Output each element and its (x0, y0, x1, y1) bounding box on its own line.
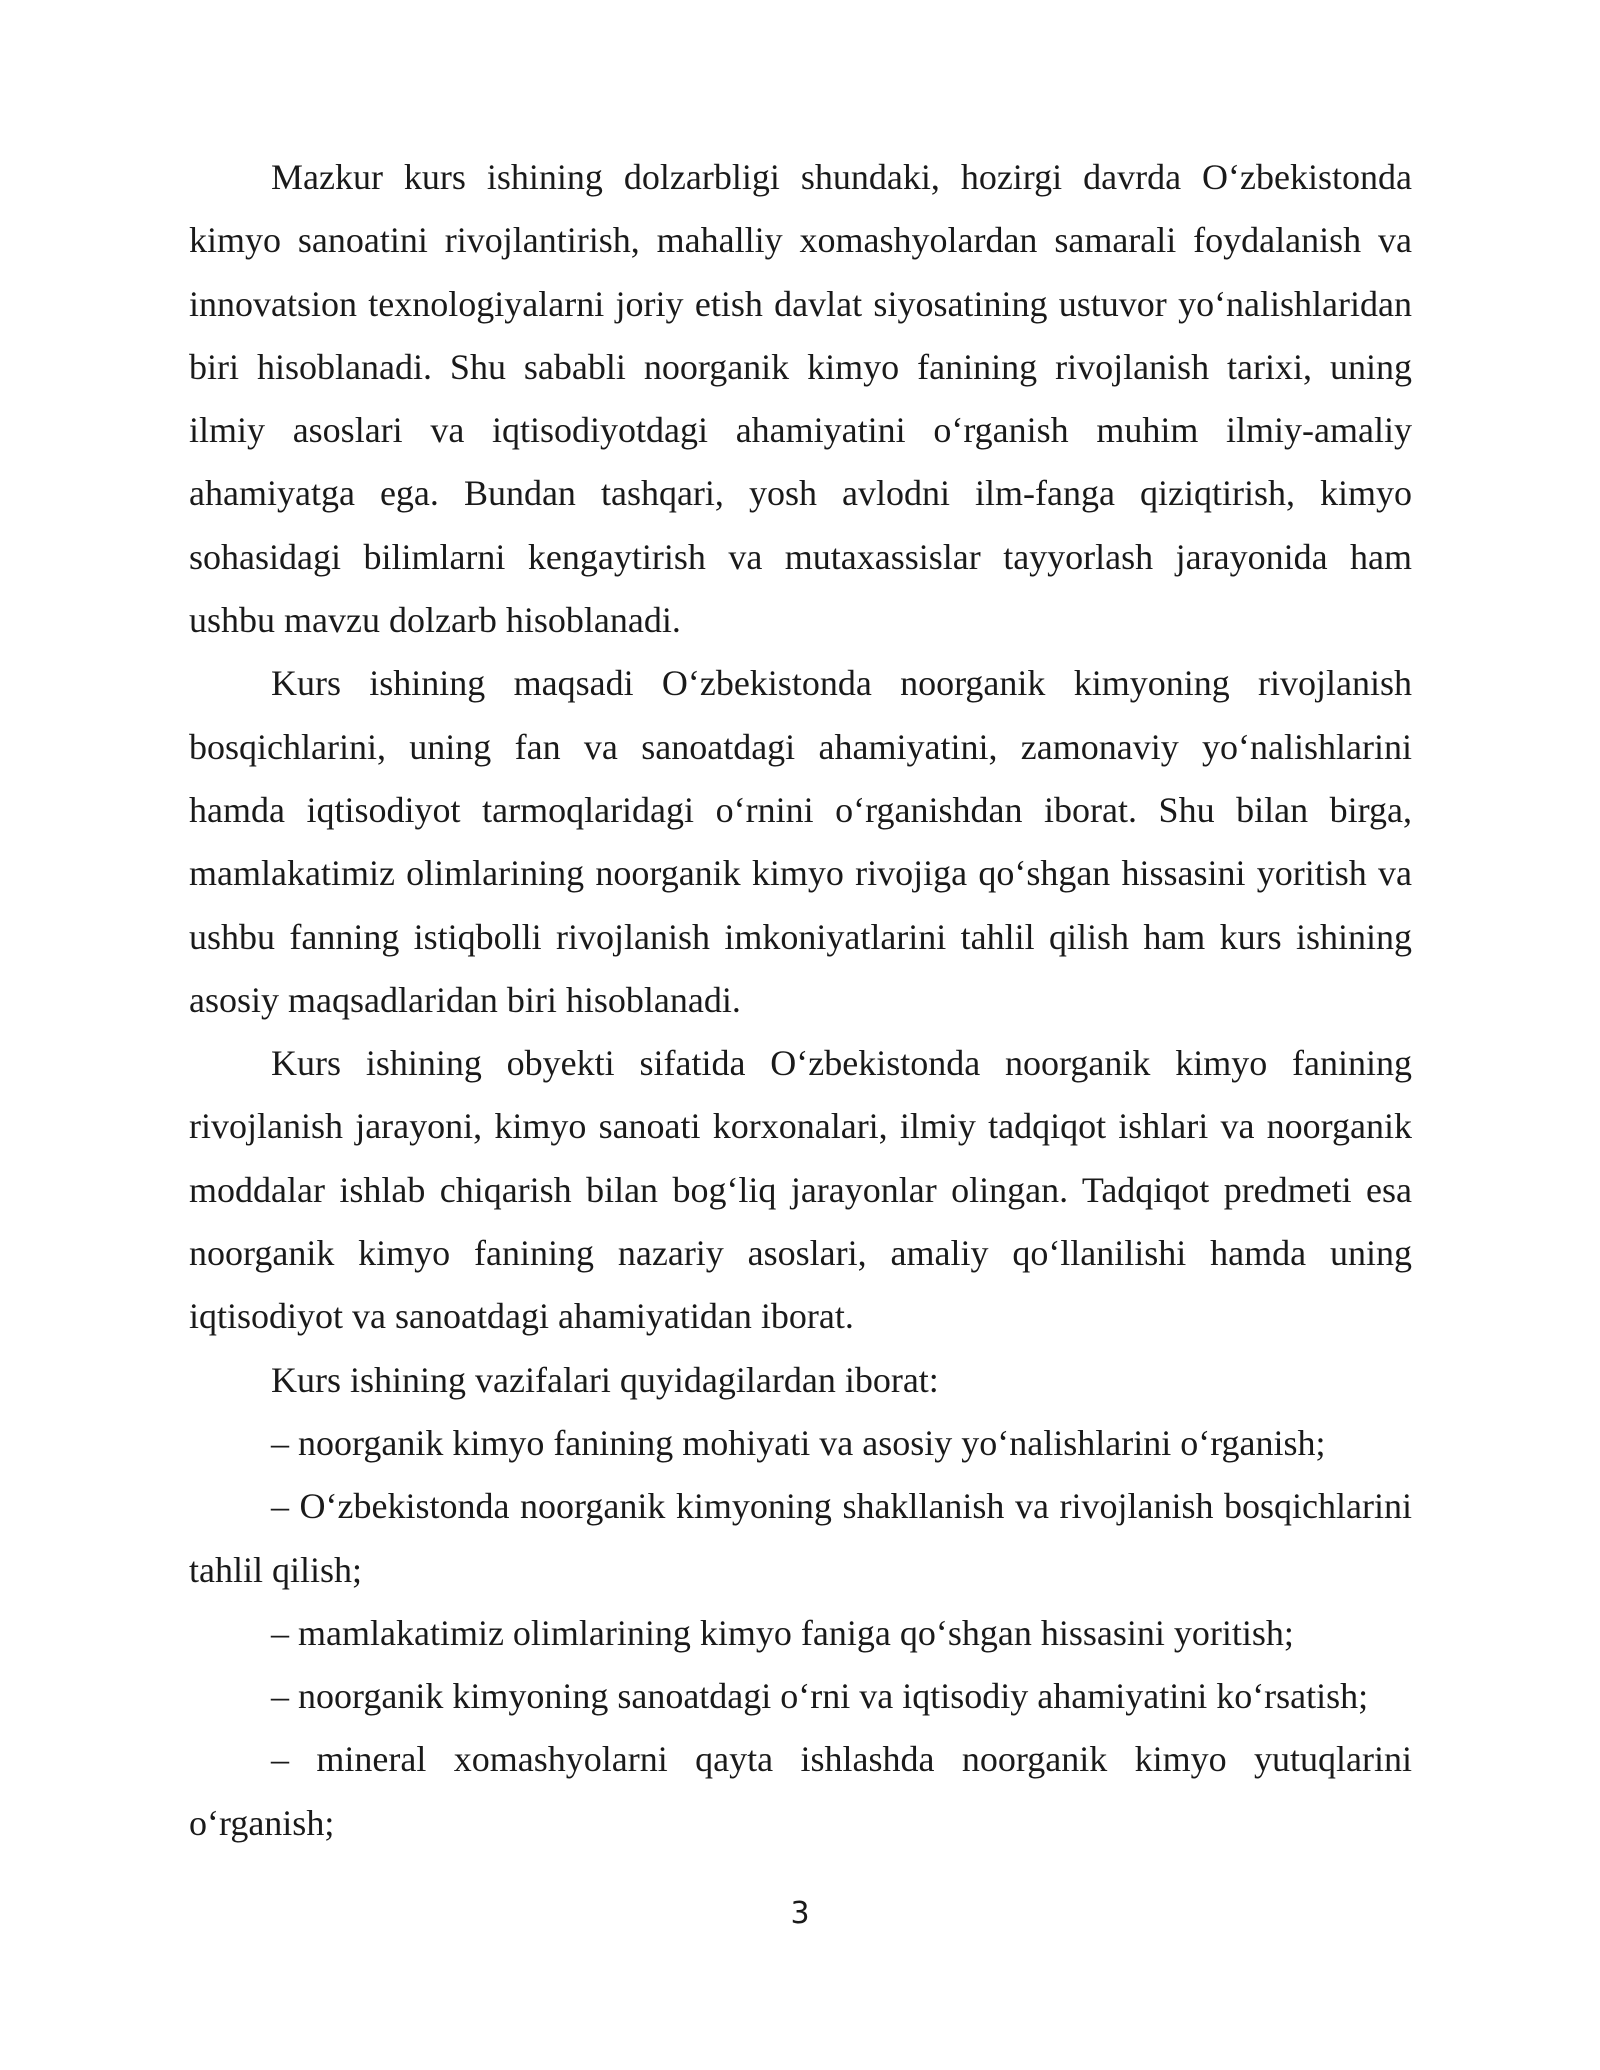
paragraph-goal: Kurs ishining maqsadi O‘zbekistonda noorganik kimyoning rivojlanish bosqichlarini, uning fan va sanoatdagi ahamiyatini, zamonaviy yo‘nalishlarini hamda iqtisodiyot tarmoqlaridagi o‘rnini o‘rganishdan iborat. Shu bilan birga, mamlakatimiz olimlarining noorganik kimyo rivojiga qo‘shgan hissasini yoritish va ushbu fanning istiqbolli rivojlanish imkoniyatlarini tahlil qilish ham kurs ishining asosiy maqsadlaridan biri hisoblanadi. (189, 663, 1412, 1020)
body-text (189, 146, 1412, 1855)
list-item: – mineral xomashyolarni qayta ishlashda noorganik kimyo yutuqlarini o‘rganish; (189, 1739, 1412, 1843)
list-item: – O‘zbekistonda noorganik kimyoning shakllanish va rivojlanish bosqichlarini tahlil qilish; (189, 1486, 1412, 1590)
list-item: – noorganik kimyo fanining mohiyati va asosiy yo‘nalishlarini o‘rganish; (271, 1422, 1326, 1463)
page-number: 3 (790, 1896, 810, 1931)
paragraph-tasks-intro: Kurs ishining vazifalari quyidagilardan iborat: (271, 1359, 939, 1400)
list-item: – noorganik kimyoning sanoatdagi o‘rni va iqtisodiy ahamiyatini ko‘rsatish; (271, 1676, 1369, 1717)
list-item: – mamlakatimiz olimlarining kimyo faniga qo‘shgan hissasini yoritish; (271, 1612, 1294, 1653)
paragraph-object: Kurs ishining obyekti sifatida O‘zbekistonda noorganik kimyo fanining rivojlanish jarayoni, kimyo sanoati korxonalari, ilmiy tadqiqot ishlari va noorganik moddalar ishlab chiqarish bilan bog‘liq jarayonlar olingan. Tadqiqot predmeti esa noorganik kimyo fanining nazariy asoslari, amaliy qo‘llanilishi hamda uning iqtisodiyot va sanoatdagi ahamiyatidan iborat. (189, 1043, 1412, 1337)
paragraph-relevance: Mazkur kurs ishining dolzarbligi shundaki, hozirgi davrda O‘zbekistonda kimyo sanoatini rivojlantirish, mahalliy xomashyolardan samarali foydalanish va innovatsion texnologiyalarni joriy etish davlat siyosatining ustuvor yo‘nalishlaridan biri hisoblanadi. Shu sababli noorganik kimyo fanining rivojlanish tarixi, uning ilmiy asoslari va iqtisodiyotdagi ahamiyatini o‘rganish muhim ilmiy-amaliy ahamiyatga ega. Bundan tashqari, yosh avlodni ilm-fanga qiziqtirish, kimyo sohasidagi bilimlarni kengaytirish va mutaxassislar tayyorlash jarayonida ham ushbu mavzu dolzarb hisoblanadi. (189, 157, 1412, 641)
